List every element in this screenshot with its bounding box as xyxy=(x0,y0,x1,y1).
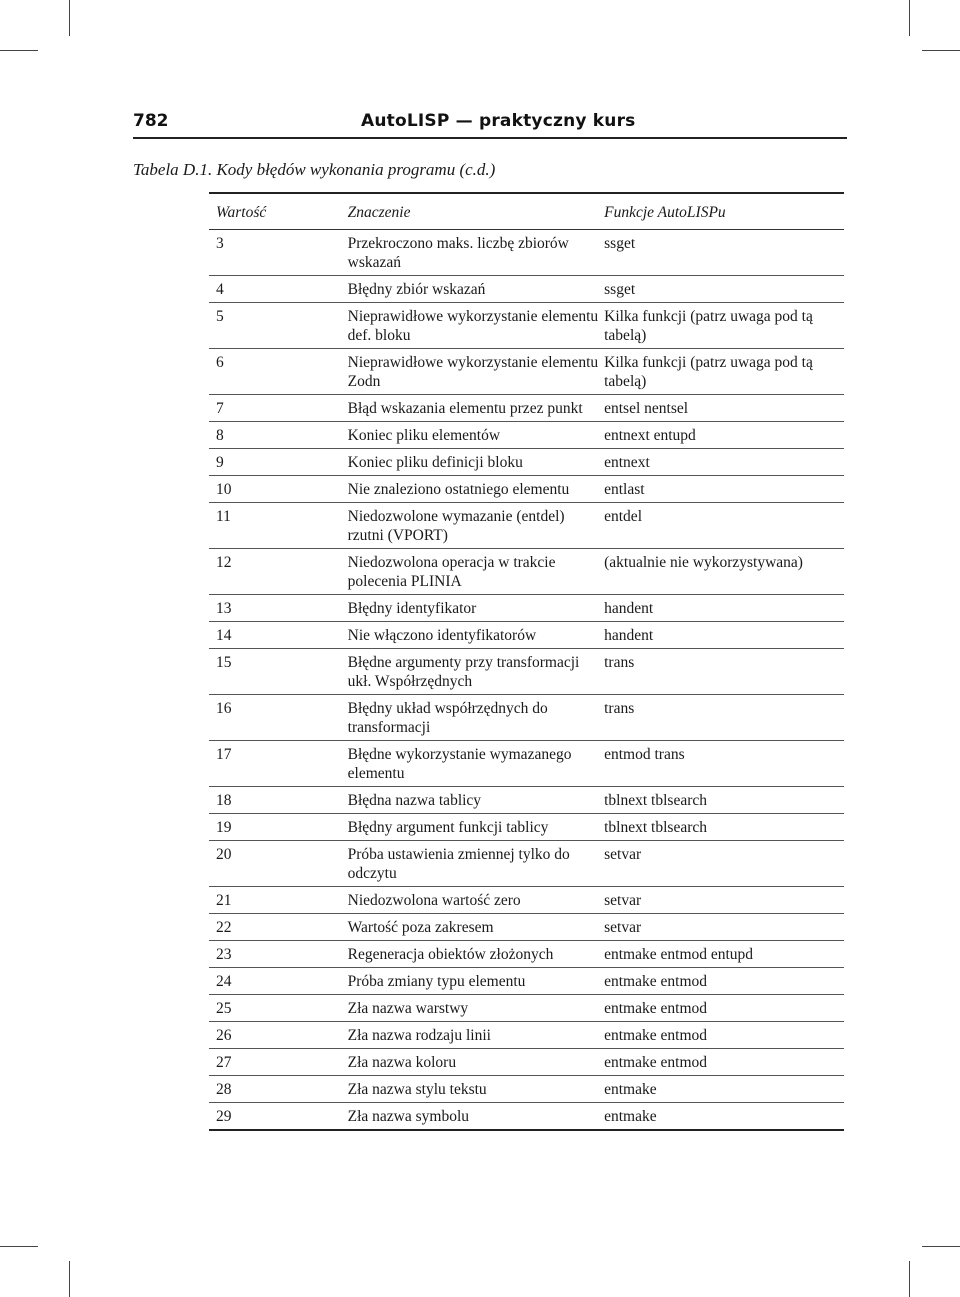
cell-code: 27 xyxy=(209,1049,348,1076)
table-row xyxy=(209,549,844,595)
table-row xyxy=(209,841,844,887)
table-row xyxy=(209,1103,844,1131)
cell-code: 21 xyxy=(209,887,348,914)
cell-code: 20 xyxy=(209,841,348,887)
error-codes-table xyxy=(209,192,844,1131)
cell-meaning: Błędny układ współrzędnych do transformacji xyxy=(348,695,604,741)
cell-functions: trans xyxy=(604,695,844,741)
cell-code: 13 xyxy=(209,595,348,622)
cell-code: 8 xyxy=(209,422,348,449)
cell-code: 17 xyxy=(209,741,348,787)
table-row xyxy=(209,422,844,449)
table-row xyxy=(209,741,844,787)
table-row xyxy=(209,349,844,395)
cell-meaning: Błędny argument funkcji tablicy xyxy=(348,814,604,841)
cell-meaning: Błędny identyfikator xyxy=(348,595,604,622)
table-row xyxy=(209,787,844,814)
cell-functions: ssget xyxy=(604,230,844,276)
crop-mark xyxy=(922,1246,960,1247)
crop-mark xyxy=(69,0,70,36)
cell-functions: setvar xyxy=(604,887,844,914)
table-row xyxy=(209,303,844,349)
cell-functions: handent xyxy=(604,595,844,622)
cell-meaning: Koniec pliku elementów xyxy=(348,422,604,449)
cell-meaning: Regeneracja obiektów złożonych xyxy=(348,941,604,968)
header-rule xyxy=(133,137,847,139)
cell-functions: entnext xyxy=(604,449,844,476)
cell-code: 15 xyxy=(209,649,348,695)
cell-code: 18 xyxy=(209,787,348,814)
cell-meaning: Zła nazwa koloru xyxy=(348,1049,604,1076)
cell-meaning: Niedozwolona wartość zero xyxy=(348,887,604,914)
cell-code: 16 xyxy=(209,695,348,741)
table-header-row xyxy=(209,193,844,230)
cell-code: 4 xyxy=(209,276,348,303)
crop-mark xyxy=(0,50,38,51)
cell-functions: ssget xyxy=(604,276,844,303)
table-row xyxy=(209,622,844,649)
cell-meaning: Zła nazwa symbolu xyxy=(348,1103,604,1131)
cell-functions: entmake entmod xyxy=(604,1022,844,1049)
cell-code: 11 xyxy=(209,503,348,549)
cell-meaning: Nieprawidłowe wykorzystanie elementu def. bloku xyxy=(348,303,604,349)
cell-functions: tblnext tblsearch xyxy=(604,787,844,814)
table-row xyxy=(209,1076,844,1103)
cell-meaning: Nieprawidłowe wykorzystanie elementu Zodn xyxy=(348,349,604,395)
table-row xyxy=(209,649,844,695)
table-row xyxy=(209,595,844,622)
cell-functions: entlast xyxy=(604,476,844,503)
cell-code: 3 xyxy=(209,230,348,276)
cell-meaning: Próba ustawienia zmiennej tylko do odczytu xyxy=(348,841,604,887)
column-header-meaning: Znaczenie xyxy=(348,193,604,230)
crop-mark xyxy=(69,1261,70,1297)
cell-functions: entmake entmod xyxy=(604,995,844,1022)
column-header-value: Wartość xyxy=(209,193,348,230)
cell-meaning: Błędny zbiór wskazań xyxy=(348,276,604,303)
table-row xyxy=(209,503,844,549)
table-row xyxy=(209,476,844,503)
cell-code: 22 xyxy=(209,914,348,941)
cell-code: 29 xyxy=(209,1103,348,1131)
crop-mark xyxy=(922,50,960,51)
cell-meaning: Nie włączono identyfikatorów xyxy=(348,622,604,649)
cell-functions: entdel xyxy=(604,503,844,549)
cell-code: 24 xyxy=(209,968,348,995)
cell-functions: Kilka funkcji (patrz uwaga pod tą tabelą) xyxy=(604,303,844,349)
cell-code: 9 xyxy=(209,449,348,476)
cell-functions: entnext entupd xyxy=(604,422,844,449)
cell-meaning: Zła nazwa stylu tekstu xyxy=(348,1076,604,1103)
table-row xyxy=(209,1049,844,1076)
page-number: 782 xyxy=(133,111,169,131)
cell-meaning: Błędne argumenty przy transformacji ukł. Współrzędnych xyxy=(348,649,604,695)
table-row xyxy=(209,449,844,476)
cell-functions: entsel nentsel xyxy=(604,395,844,422)
cell-functions: Kilka funkcji (patrz uwaga pod tą tabelą) xyxy=(604,349,844,395)
cell-functions: entmake entmod xyxy=(604,968,844,995)
table-row xyxy=(209,1022,844,1049)
cell-meaning: Nie znaleziono ostatniego elementu xyxy=(348,476,604,503)
cell-code: 10 xyxy=(209,476,348,503)
crop-mark xyxy=(0,1246,38,1247)
cell-code: 26 xyxy=(209,1022,348,1049)
table-row xyxy=(209,814,844,841)
table-row xyxy=(209,995,844,1022)
cell-meaning: Koniec pliku definicji bloku xyxy=(348,449,604,476)
cell-code: 19 xyxy=(209,814,348,841)
cell-meaning: Zła nazwa rodzaju linii xyxy=(348,1022,604,1049)
cell-meaning: Błędne wykorzystanie wymazanego elementu xyxy=(348,741,604,787)
cell-functions: entmod trans xyxy=(604,741,844,787)
cell-code: 6 xyxy=(209,349,348,395)
cell-code: 5 xyxy=(209,303,348,349)
cell-meaning: Niedozwolone wymazanie (entdel) rzutni (VPORT) xyxy=(348,503,604,549)
cell-meaning: Błąd wskazania elementu przez punkt xyxy=(348,395,604,422)
table-row xyxy=(209,968,844,995)
cell-meaning: Próba zmiany typu elementu xyxy=(348,968,604,995)
cell-functions: setvar xyxy=(604,914,844,941)
table-row xyxy=(209,695,844,741)
cell-functions: trans xyxy=(604,649,844,695)
table-row xyxy=(209,276,844,303)
book-title: AutoLISP — praktyczny kurs xyxy=(361,111,636,131)
crop-mark xyxy=(909,0,910,36)
cell-meaning: Zła nazwa warstwy xyxy=(348,995,604,1022)
cell-code: 12 xyxy=(209,549,348,595)
table-row xyxy=(209,941,844,968)
table-row xyxy=(209,914,844,941)
cell-functions: entmake entmod entupd xyxy=(604,941,844,968)
cell-code: 25 xyxy=(209,995,348,1022)
cell-meaning: Niedozwolona operacja w trakcie polecenia PLINIA xyxy=(348,549,604,595)
running-header xyxy=(133,111,847,137)
cell-functions: tblnext tblsearch xyxy=(604,814,844,841)
column-header-functions: Funkcje AutoLISPu xyxy=(604,193,844,230)
table-row xyxy=(209,395,844,422)
cell-code: 7 xyxy=(209,395,348,422)
cell-functions: entmake xyxy=(604,1076,844,1103)
table-row xyxy=(209,230,844,276)
crop-mark xyxy=(909,1261,910,1297)
cell-meaning: Błędna nazwa tablicy xyxy=(348,787,604,814)
table-caption: Tabela D.1. Kody błędów wykonania programu (c.d.) xyxy=(133,160,496,179)
cell-functions: (aktualnie nie wykorzystywana) xyxy=(604,549,844,595)
cell-functions: entmake xyxy=(604,1103,844,1131)
table-row xyxy=(209,887,844,914)
cell-meaning: Przekroczono maks. liczbę zbiorów wskazań xyxy=(348,230,604,276)
cell-functions: handent xyxy=(604,622,844,649)
cell-functions: entmake entmod xyxy=(604,1049,844,1076)
cell-functions: setvar xyxy=(604,841,844,887)
cell-code: 23 xyxy=(209,941,348,968)
cell-meaning: Wartość poza zakresem xyxy=(348,914,604,941)
cell-code: 14 xyxy=(209,622,348,649)
cell-code: 28 xyxy=(209,1076,348,1103)
